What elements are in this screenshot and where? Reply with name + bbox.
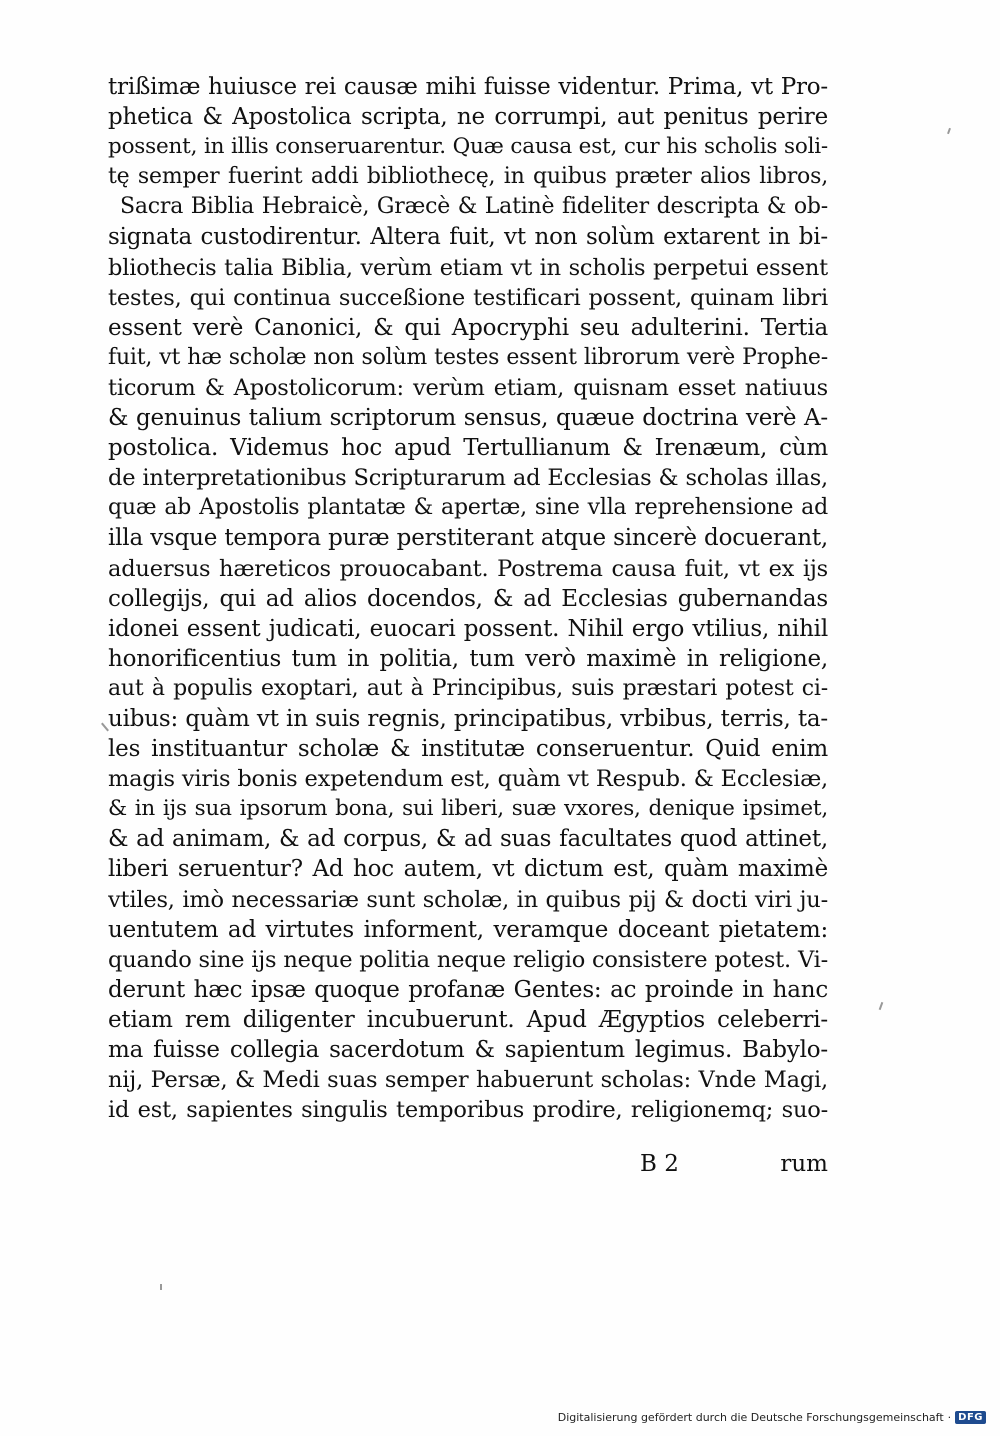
text-line: ticorum & Apostolicorum: verùm etiam, quisnam esset natiuus	[108, 374, 828, 401]
text-line: uibus: quàm vt in suis regnis, principatibus, vrbibus, terris, ta-	[108, 705, 828, 732]
text-line: idonei essent judicati, euocari possent. Nihil ergo vtilius, nihil	[108, 615, 828, 642]
text-line: de interpretationibus Scripturarum ad Ecclesias & scholas illas,	[108, 465, 828, 492]
credit-text: Digitalisierung gefördert durch die Deutsche Forschungsgemeinschaft	[557, 1411, 944, 1424]
text-line: fuit, vt hæ scholæ non solùm testes essent librorum verè Prophe-	[108, 344, 828, 370]
text-line: bliothecis talia Biblia, verùm etiam vt in scholis perpetui essent	[108, 254, 828, 281]
text-line: derunt hæc ipsæ quoque profanæ Gentes: ac proinde in hanc	[108, 976, 828, 1003]
text-line: phetica & Apostolica scripta, ne corrumpi, aut penitus perire	[108, 104, 828, 131]
text-line: etiam rem diligenter incubuerunt. Apud Ægyptios celeberri-	[108, 1006, 828, 1033]
text-line: Sacra Biblia Hebraicè, Græcè & Latinè fideliter descripta & ob-	[120, 194, 828, 220]
text-line: trißimæ huiusce rei causæ mihi fuisse videntur. Prima, vt Pro-	[108, 74, 828, 100]
text-line: possent, in illis conseruarentur. Quæ causa est, cur his scholis soli-	[108, 134, 828, 160]
text-line: & ad animam, & ad corpus, & ad suas facultates quod attinet,	[108, 826, 828, 853]
text-line: & genuinus talium scriptorum sensus, quæue doctrina verè A-	[108, 405, 828, 432]
signature-mark: B 2	[640, 1151, 679, 1177]
text-line: liberi seruentur? Ad hoc autem, vt dictum est, quàm maximè	[108, 856, 828, 883]
text-line: les instituantur scholæ & institutæ conseruentur. Quid enim	[108, 736, 828, 763]
margin-speck	[160, 1284, 162, 1290]
text-line: signata custodirentur. Altera fuit, vt non solùm extarent in bi-	[108, 224, 828, 251]
text-line: illa vsque tempora puræ perstiterant atque sincerè docuerant,	[108, 525, 828, 552]
margin-speck	[947, 128, 951, 134]
text-line: aduersus hæreticos prouocabant. Postrema causa fuit, vt ex ijs	[108, 555, 828, 582]
text-line: uentutem ad virtutes informent, veramque doceant pietatem:	[108, 916, 828, 943]
text-line: & in ijs sua ipsorum bona, sui liberi, suæ vxores, denique ipsimet,	[108, 796, 828, 822]
text-line: magis viris bonis expetendum est, quàm vt Respub. & Ecclesiæ,	[108, 766, 828, 793]
text-line: aut à populis exoptari, aut à Principibus, suis præstari potest ci-	[108, 675, 828, 701]
text-line: quando sine ijs neque politia neque religio consistere potest. Vi-	[108, 946, 828, 973]
text-line: ma fuisse collegia sacerdotum & sapientum legimus. Babylo-	[108, 1037, 828, 1063]
text-line: vtiles, imò necessariæ sunt scholæ, in quibus pij & docti viri ju-	[108, 886, 828, 913]
digitization-credit	[558, 1411, 986, 1424]
catchword: rum	[780, 1151, 828, 1177]
dfg-logo: DFG	[955, 1411, 986, 1424]
margin-speck	[879, 1002, 884, 1010]
text-line: postolica. Videmus hoc apud Tertullianum & Irenæum, cùm	[108, 435, 828, 462]
credit-separator: ·	[947, 1411, 952, 1424]
body-text	[108, 72, 828, 1125]
text-line: nij, Persæ, & Medi suas semper habuerunt scholas: Vnde Magi,	[108, 1067, 828, 1094]
text-line: quæ ab Apostolis plantatæ & apertæ, sine vlla reprehensione ad	[108, 495, 828, 521]
page-foot	[600, 1148, 828, 1180]
text-line: id est, sapientes singulis temporibus prodire, religionemq; suo-	[108, 1097, 828, 1124]
text-line: tę semper fuerint addi bibliothecę, in quibus præter alios libros,	[108, 164, 828, 190]
text-line: testes, qui continua succeßione testificari possent, quinam libri	[108, 284, 828, 311]
text-line: essent verè Canonici, & qui Apocryphi seu adulterini. Tertia	[108, 314, 828, 341]
text-line: collegijs, qui ad alios docendos, & ad Ecclesias gubernandas	[108, 585, 828, 612]
text-line: honorificentius tum in politia, tum verò maximè in religione,	[108, 645, 828, 672]
